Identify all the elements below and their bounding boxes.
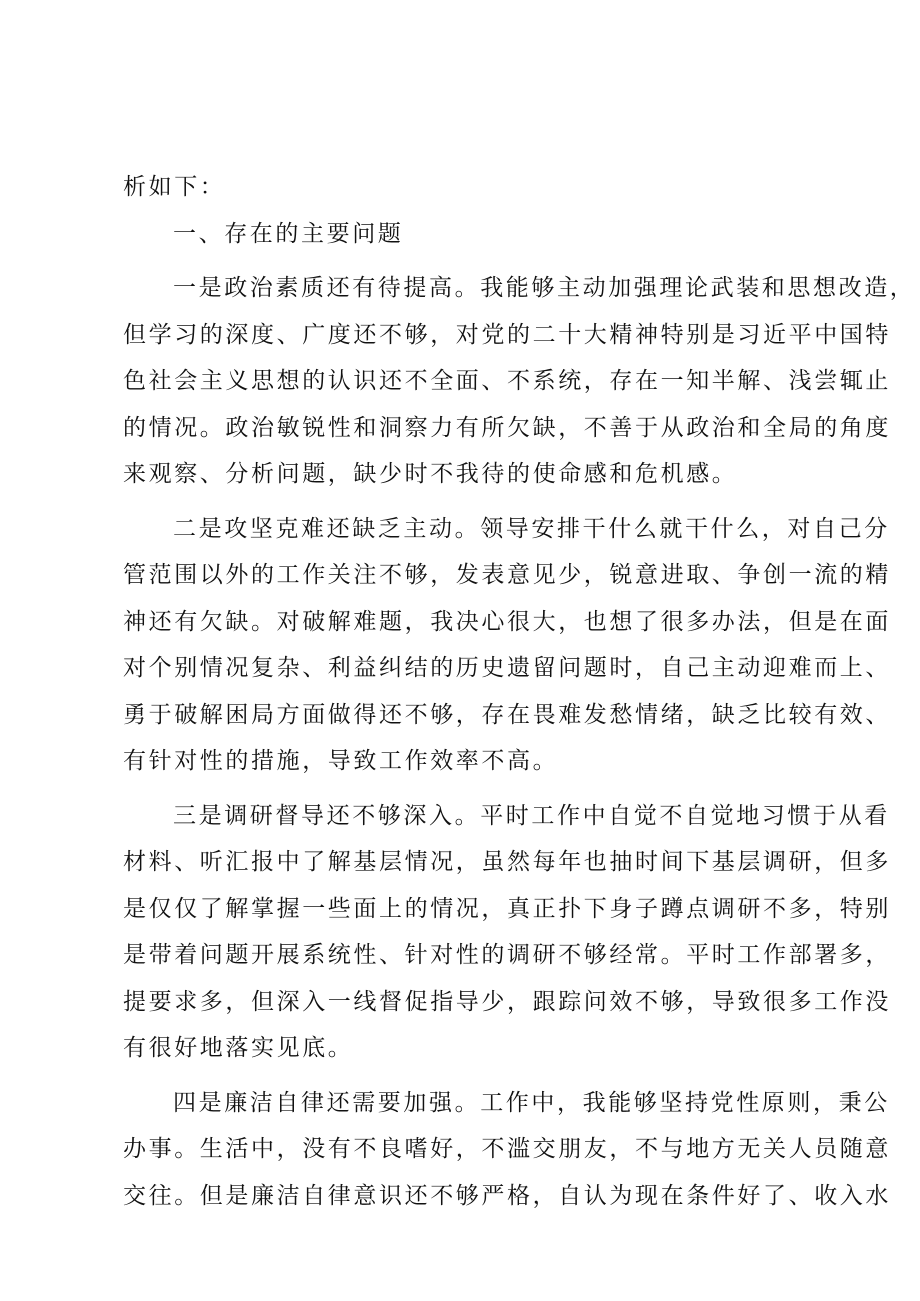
paragraph-2-line-3: 神还有欠缺。对破解难题，我决心很大，也想了很多办法，但是在面	[123, 608, 891, 635]
paragraph-2-line-1: 二是攻坚克难还缺乏主动。领导安排干什么就干什么，对自己分	[173, 515, 890, 542]
paragraph-2-line-5: 勇于破解困局方面做得还不够，存在畏难发愁情绪，缺乏比较有效、	[123, 701, 891, 728]
paragraph-4-line-2: 办事。生活中，没有不良嗜好，不滥交朋友，不与地方无关人员随意	[123, 1136, 891, 1162]
paragraph-2-line-2: 管范围以外的工作关注不够，发表意见少，锐意进取、争创一流的精	[123, 562, 891, 588]
section-heading: 一、存在的主要问题	[173, 220, 404, 247]
paragraph-3-line-5: 提要求多，但深入一线督促指导少，跟踪问效不够，导致很多工作没	[123, 988, 891, 1015]
paragraph-2-line-4: 对个别情况复杂、利益纠结的历史遗留问题时，自己主动迎难而上、	[123, 655, 891, 681]
paragraph-1-line-1: 一是政治素质还有待提高。我能够主动加强理论武装和思想改造，	[173, 275, 916, 301]
paragraph-1-line-5: 来观察、分析问题，缺少时不我待的使命感和危机感。	[123, 461, 738, 487]
paragraph-3-line-6: 有很好地落实见底。	[123, 1035, 354, 1061]
paragraph-4-line-3: 交往。但是廉洁自律意识还不够严格，自认为现在条件好了、收入水	[123, 1182, 891, 1209]
paragraph-2-line-6: 有针对性的措施，导致工作效率不高。	[123, 748, 559, 774]
paragraph-3-line-1: 三是调研督导还不够深入。平时工作中自觉不自觉地习惯于从看	[173, 802, 890, 829]
paragraph-1-line-3: 色社会主义思想的认识还不全面、不系统，存在一知半解、浅尝辄止	[123, 368, 891, 394]
text-line: 析如下：	[123, 174, 226, 200]
paragraph-3-line-3: 是仅仅了解掌握一些面上的情况，真正扑下身子蹲点调研不多，特别	[123, 895, 891, 922]
paragraph-3-line-4: 是带着问题开展系统性、针对性的调研不够经常。平时工作部署多，	[123, 942, 891, 968]
paragraph-1-line-2: 但学习的深度、广度还不够，对党的二十大精神特别是习近平中国特	[123, 321, 891, 348]
paragraph-3-line-2: 材料、听汇报中了解基层情况，虽然每年也抽时间下基层调研，但多	[123, 849, 891, 875]
paragraph-4-line-1: 四是廉洁自律还需要加强。工作中，我能够坚持党性原则，秉公	[173, 1089, 890, 1116]
paragraph-1-line-4: 的情况。政治敏锐性和洞察力有所欠缺，不善于从政治和全局的角度	[123, 414, 891, 441]
document-body	[123, 164, 916, 1219]
